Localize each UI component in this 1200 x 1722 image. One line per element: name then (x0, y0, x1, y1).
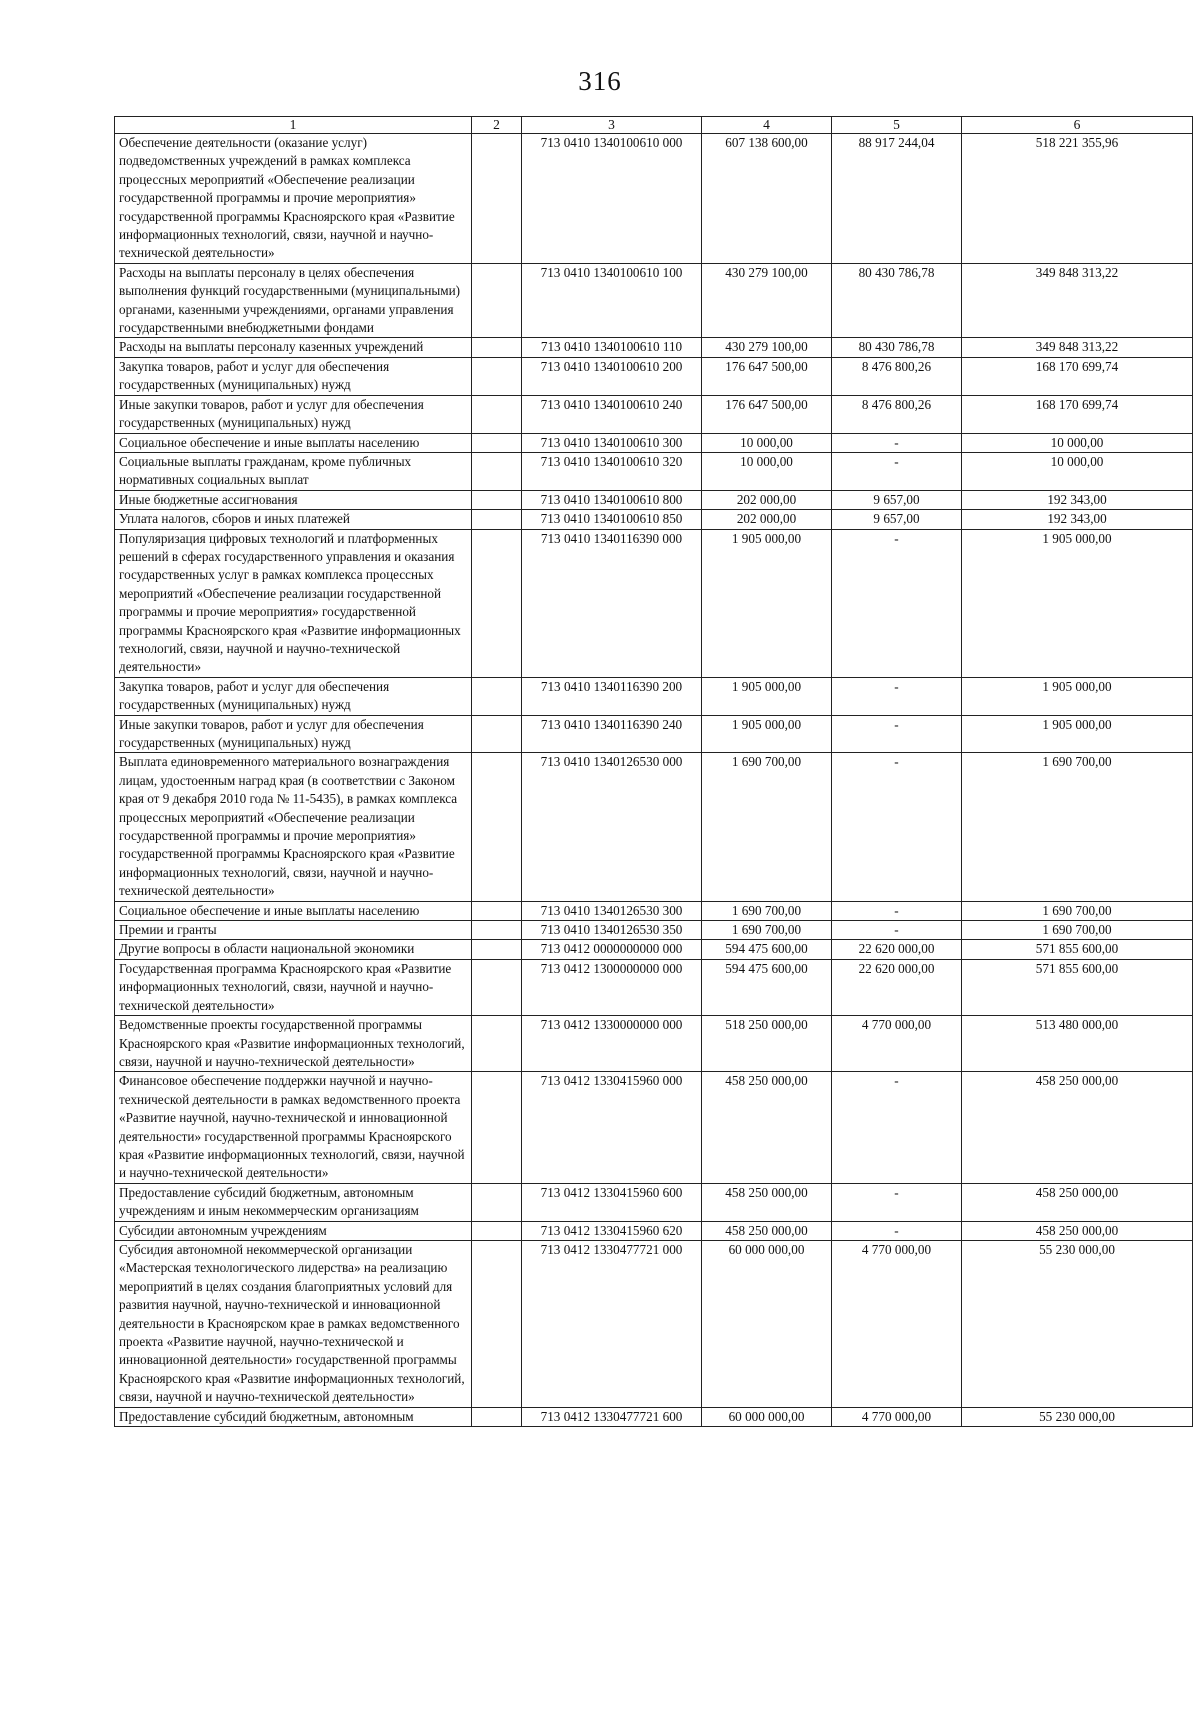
table-row (115, 263, 1193, 338)
row-code-cell: 713 0412 1330415960 000 (522, 1072, 702, 1183)
table-row (115, 1016, 1193, 1072)
row-name-cell: Социальное обеспечение и иные выплаты населению (115, 901, 472, 920)
row-remaining-cell: 10 000,00 (962, 433, 1193, 452)
row-col2-cell (472, 1183, 522, 1221)
row-code-cell: 713 0412 1330415960 600 (522, 1183, 702, 1221)
row-code-cell: 713 0410 1340116390 200 (522, 677, 702, 715)
row-code-cell: 713 0410 1340100610 240 (522, 395, 702, 433)
row-remaining-cell: 571 855 600,00 (962, 940, 1193, 959)
table-body (115, 134, 1193, 1427)
row-col2-cell (472, 1221, 522, 1240)
row-executed-cell: - (832, 529, 962, 677)
row-remaining-cell: 168 170 699,74 (962, 395, 1193, 433)
row-approved-cell: 518 250 000,00 (702, 1016, 832, 1072)
row-name-cell: Государственная программа Красноярского края «Развитие информационных технологий, связи, научной и научно-технической деятельности» (115, 959, 472, 1015)
row-executed-cell: 22 620 000,00 (832, 959, 962, 1015)
row-code-cell: 713 0410 1340100610 000 (522, 134, 702, 264)
row-executed-cell: - (832, 715, 962, 753)
row-approved-cell: 594 475 600,00 (702, 940, 832, 959)
table-row (115, 1407, 1193, 1426)
row-executed-cell: 9 657,00 (832, 490, 962, 509)
table-row (115, 433, 1193, 452)
page-number: 316 (578, 66, 622, 96)
row-approved-cell: 430 279 100,00 (702, 263, 832, 338)
column-header-2: 2 (472, 117, 522, 134)
row-remaining-cell: 458 250 000,00 (962, 1072, 1193, 1183)
row-code-cell: 713 0410 1340116390 240 (522, 715, 702, 753)
row-executed-cell: 8 476 800,26 (832, 357, 962, 395)
row-approved-cell: 10 000,00 (702, 452, 832, 490)
row-remaining-cell: 55 230 000,00 (962, 1240, 1193, 1407)
table-row (115, 940, 1193, 959)
row-approved-cell: 176 647 500,00 (702, 357, 832, 395)
row-approved-cell: 607 138 600,00 (702, 134, 832, 264)
row-approved-cell: 1 690 700,00 (702, 921, 832, 940)
row-executed-cell: - (832, 1072, 962, 1183)
row-remaining-cell: 1 690 700,00 (962, 901, 1193, 920)
row-col2-cell (472, 510, 522, 529)
row-remaining-cell: 349 848 313,22 (962, 263, 1193, 338)
row-approved-cell: 176 647 500,00 (702, 395, 832, 433)
row-executed-cell: - (832, 433, 962, 452)
table-row (115, 753, 1193, 901)
row-executed-cell: 80 430 786,78 (832, 338, 962, 357)
row-name-cell: Расходы на выплаты персоналу казенных учреждений (115, 338, 472, 357)
row-remaining-cell: 1 690 700,00 (962, 921, 1193, 940)
column-header-1: 1 (115, 117, 472, 134)
row-remaining-cell: 1 905 000,00 (962, 677, 1193, 715)
row-executed-cell: 8 476 800,26 (832, 395, 962, 433)
row-approved-cell: 1 905 000,00 (702, 715, 832, 753)
row-name-cell: Предоставление субсидий бюджетным, автономным (115, 1407, 472, 1426)
row-remaining-cell: 192 343,00 (962, 510, 1193, 529)
row-code-cell: 713 0410 1340116390 000 (522, 529, 702, 677)
row-code-cell: 713 0410 1340100610 800 (522, 490, 702, 509)
row-col2-cell (472, 490, 522, 509)
row-col2-cell (472, 677, 522, 715)
row-col2-cell (472, 1407, 522, 1426)
row-col2-cell (472, 901, 522, 920)
row-approved-cell: 1 690 700,00 (702, 753, 832, 901)
row-code-cell: 713 0410 1340100610 300 (522, 433, 702, 452)
row-remaining-cell: 10 000,00 (962, 452, 1193, 490)
row-remaining-cell: 571 855 600,00 (962, 959, 1193, 1015)
row-approved-cell: 430 279 100,00 (702, 338, 832, 357)
table-row (115, 959, 1193, 1015)
budget-table (114, 116, 1193, 1427)
row-code-cell: 713 0412 1330415960 620 (522, 1221, 702, 1240)
row-remaining-cell: 349 848 313,22 (962, 338, 1193, 357)
table-row (115, 1072, 1193, 1183)
table-row (115, 1183, 1193, 1221)
row-code-cell: 713 0410 1340100610 200 (522, 357, 702, 395)
row-approved-cell: 1 905 000,00 (702, 529, 832, 677)
row-executed-cell: 88 917 244,04 (832, 134, 962, 264)
table-header-row (115, 117, 1193, 134)
row-remaining-cell: 168 170 699,74 (962, 357, 1193, 395)
row-approved-cell: 202 000,00 (702, 490, 832, 509)
row-remaining-cell: 458 250 000,00 (962, 1221, 1193, 1240)
row-col2-cell (472, 921, 522, 940)
row-approved-cell: 594 475 600,00 (702, 959, 832, 1015)
row-col2-cell (472, 1240, 522, 1407)
row-col2-cell (472, 940, 522, 959)
row-name-cell: Финансовое обеспечение поддержки научной и научно-технической деятельности в рамках ведомственного проекта «Развитие научной, научно-технической и инновационной деятельности» государственной программы Красноярского края «Развитие информационных технологий, связи, научной и научно-технической деятельности» (115, 1072, 472, 1183)
row-col2-cell (472, 715, 522, 753)
row-approved-cell: 10 000,00 (702, 433, 832, 452)
row-col2-cell (472, 263, 522, 338)
row-col2-cell (472, 338, 522, 357)
row-executed-cell: - (832, 1221, 962, 1240)
row-col2-cell (472, 134, 522, 264)
row-executed-cell: - (832, 677, 962, 715)
row-col2-cell (472, 395, 522, 433)
row-approved-cell: 1 905 000,00 (702, 677, 832, 715)
column-header-4: 4 (702, 117, 832, 134)
row-executed-cell: 22 620 000,00 (832, 940, 962, 959)
table-row (115, 1240, 1193, 1407)
table-row (115, 338, 1193, 357)
row-remaining-cell: 192 343,00 (962, 490, 1193, 509)
row-code-cell: 713 0412 0000000000 000 (522, 940, 702, 959)
table-row (115, 901, 1193, 920)
row-code-cell: 713 0410 1340126530 300 (522, 901, 702, 920)
table-row (115, 715, 1193, 753)
row-name-cell: Выплата единовременного материального вознаграждения лицам, удостоенным наград края (в соответствии с Законом края от 9 декабря 2010 года № 11-5435), в рамках комплекса процессных мероприятий «Обеспечение реализации государственной программы и прочие мероприятия» государственной программы Красноярского края «Развитие информационных технологий, связи, научной и научно-технической деятельности» (115, 753, 472, 901)
row-col2-cell (472, 1016, 522, 1072)
row-name-cell: Социальное обеспечение и иные выплаты населению (115, 433, 472, 452)
row-code-cell: 713 0412 1330000000 000 (522, 1016, 702, 1072)
table-row (115, 395, 1193, 433)
row-executed-cell: 9 657,00 (832, 510, 962, 529)
row-executed-cell: - (832, 1183, 962, 1221)
row-approved-cell: 202 000,00 (702, 510, 832, 529)
table-row (115, 921, 1193, 940)
row-col2-cell (472, 357, 522, 395)
row-code-cell: 713 0412 1300000000 000 (522, 959, 702, 1015)
row-col2-cell (472, 433, 522, 452)
row-name-cell: Обеспечение деятельности (оказание услуг) подведомственных учреждений в рамках комплекса процессных мероприятий «Обеспечение реализации государственной программы и прочие мероприятия» государственной программы Красноярского края «Развитие информационных технологий, связи, научной и научно-технической деятельности» (115, 134, 472, 264)
row-col2-cell (472, 529, 522, 677)
row-name-cell: Ведомственные проекты государственной программы Красноярского края «Развитие информационных технологий, связи, научной и научно-технической деятельности» (115, 1016, 472, 1072)
row-name-cell: Субсидии автономным учреждениям (115, 1221, 472, 1240)
row-approved-cell: 458 250 000,00 (702, 1183, 832, 1221)
row-approved-cell: 458 250 000,00 (702, 1221, 832, 1240)
row-code-cell: 713 0410 1340126530 350 (522, 921, 702, 940)
column-header-3: 3 (522, 117, 702, 134)
table-row (115, 529, 1193, 677)
row-name-cell: Закупка товаров, работ и услуг для обеспечения государственных (муниципальных) нужд (115, 677, 472, 715)
row-executed-cell: 4 770 000,00 (832, 1016, 962, 1072)
row-col2-cell (472, 452, 522, 490)
row-name-cell: Премии и гранты (115, 921, 472, 940)
row-approved-cell: 458 250 000,00 (702, 1072, 832, 1183)
table-row (115, 510, 1193, 529)
row-executed-cell: - (832, 753, 962, 901)
row-executed-cell: - (832, 452, 962, 490)
row-code-cell: 713 0412 1330477721 600 (522, 1407, 702, 1426)
row-code-cell: 713 0410 1340126530 000 (522, 753, 702, 901)
row-code-cell: 713 0410 1340100610 100 (522, 263, 702, 338)
row-name-cell: Популяризация цифровых технологий и платформенных решений в сферах государственного управления и оказания государственных услуг в рамках комплекса процессных мероприятий «Обеспечение реализации государственной программы и прочие мероприятия» государственной программы Красноярского края «Развитие информационных технологий, связи, научной и научно-технической деятельности» (115, 529, 472, 677)
row-code-cell: 713 0412 1330477721 000 (522, 1240, 702, 1407)
row-name-cell: Социальные выплаты гражданам, кроме публичных нормативных социальных выплат (115, 452, 472, 490)
row-remaining-cell: 1 905 000,00 (962, 715, 1193, 753)
row-remaining-cell: 1 905 000,00 (962, 529, 1193, 677)
row-remaining-cell: 518 221 355,96 (962, 134, 1193, 264)
column-header-6: 6 (962, 117, 1193, 134)
column-header-5: 5 (832, 117, 962, 134)
row-approved-cell: 60 000 000,00 (702, 1407, 832, 1426)
row-executed-cell: 4 770 000,00 (832, 1407, 962, 1426)
row-col2-cell (472, 1072, 522, 1183)
table-row (115, 452, 1193, 490)
row-remaining-cell: 458 250 000,00 (962, 1183, 1193, 1221)
row-code-cell: 713 0410 1340100610 110 (522, 338, 702, 357)
row-name-cell: Закупка товаров, работ и услуг для обеспечения государственных (муниципальных) нужд (115, 357, 472, 395)
row-approved-cell: 60 000 000,00 (702, 1240, 832, 1407)
row-name-cell: Иные бюджетные ассигнования (115, 490, 472, 509)
row-remaining-cell: 1 690 700,00 (962, 753, 1193, 901)
row-executed-cell: 80 430 786,78 (832, 263, 962, 338)
table-row (115, 134, 1193, 264)
row-name-cell: Расходы на выплаты персоналу в целях обеспечения выполнения функций государственными (муниципальными) органами, казенными учреждениями, органами управления государственными внебюджетными фондами (115, 263, 472, 338)
row-col2-cell (472, 753, 522, 901)
row-executed-cell: - (832, 901, 962, 920)
row-name-cell: Предоставление субсидий бюджетным, автономным учреждениям и иным некоммерческим организациям (115, 1183, 472, 1221)
table-row (115, 677, 1193, 715)
row-code-cell: 713 0410 1340100610 850 (522, 510, 702, 529)
row-remaining-cell: 55 230 000,00 (962, 1407, 1193, 1426)
table-row (115, 1221, 1193, 1240)
row-approved-cell: 1 690 700,00 (702, 901, 832, 920)
row-code-cell: 713 0410 1340100610 320 (522, 452, 702, 490)
row-remaining-cell: 513 480 000,00 (962, 1016, 1193, 1072)
row-executed-cell: - (832, 921, 962, 940)
row-name-cell: Уплата налогов, сборов и иных платежей (115, 510, 472, 529)
row-name-cell: Субсидия автономной некоммерческой организации «Мастерская технологического лидерства» на реализацию мероприятий в целях создания благоприятных условий для развития научной, научно-технической и инновационной деятельности в Красноярском крае в рамках ведомственного проекта «Развитие научной, научно-технической и инновационной деятельности» государственной программы Красноярского края «Развитие информационных технологий, связи, научной и научно-технической деятельности» (115, 1240, 472, 1407)
row-name-cell: Иные закупки товаров, работ и услуг для обеспечения государственных (муниципальных) нужд (115, 715, 472, 753)
row-name-cell: Иные закупки товаров, работ и услуг для обеспечения государственных (муниципальных) нужд (115, 395, 472, 433)
table-row (115, 357, 1193, 395)
row-executed-cell: 4 770 000,00 (832, 1240, 962, 1407)
table-row (115, 490, 1193, 509)
row-col2-cell (472, 959, 522, 1015)
row-name-cell: Другие вопросы в области национальной экономики (115, 940, 472, 959)
